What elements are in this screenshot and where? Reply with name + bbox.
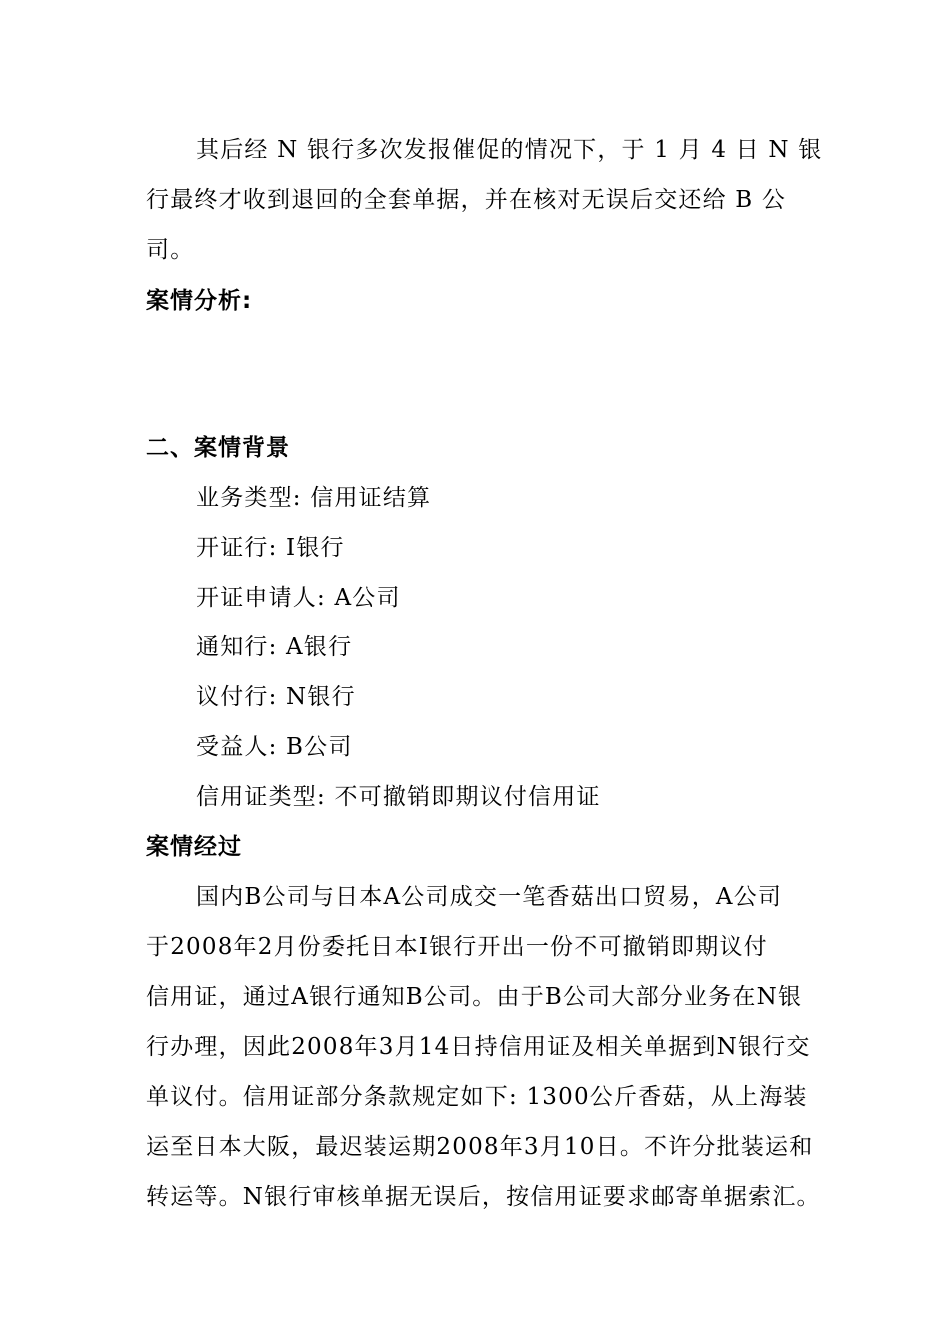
process-line-1: 国内B公司与日本A公司成交一笔香菇出口贸易，A公司 — [196, 884, 783, 910]
background-item-advising-bank: 通知行: A银行 — [196, 634, 353, 660]
analysis-heading: 案情分析: — [146, 288, 253, 314]
process-line-6: 运至日本大阪，最迟装运期2008年3月10日。不许分批装运和 — [146, 1134, 814, 1160]
background-item-beneficiary: 受益人: B公司 — [196, 734, 353, 760]
process-line-4: 行办理，因此2008年3月14日持信用证及相关单据到N银行交 — [146, 1034, 811, 1060]
intro-line-3: 司。 — [146, 237, 195, 263]
background-item-applicant: 开证申请人: A公司 — [196, 585, 401, 611]
process-line-3: 信用证，通过A银行通知B公司。由于B公司大部分业务在N银 — [146, 984, 803, 1010]
background-item-business-type: 业务类型: 信用证结算 — [196, 485, 432, 511]
section-two-heading: 二、案情背景 — [146, 435, 290, 461]
background-item-credit-type: 信用证类型: 不可撤销即期议付信用证 — [196, 784, 601, 810]
process-line-7: 转运等。N银行审核单据无误后，按信用证要求邮寄单据索汇。 — [146, 1184, 821, 1210]
background-item-negotiating-bank: 议付行: N银行 — [196, 684, 356, 710]
intro-line-1: 其后经 N 银行多次发报催促的情况下，于 1 月 4 日 N 银 — [196, 137, 823, 163]
intro-line-2: 行最终才收到退回的全套单据，并在核对无误后交还给 B 公 — [146, 187, 787, 213]
process-heading: 案情经过 — [146, 834, 242, 860]
process-line-2: 于2008年2月份委托日本I银行开出一份不可撤销即期议付 — [146, 934, 768, 960]
process-line-5: 单议付。信用证部分条款规定如下: 1300公斤香菇，从上海装 — [146, 1084, 808, 1110]
background-item-issuing-bank: 开证行: I银行 — [196, 535, 345, 561]
